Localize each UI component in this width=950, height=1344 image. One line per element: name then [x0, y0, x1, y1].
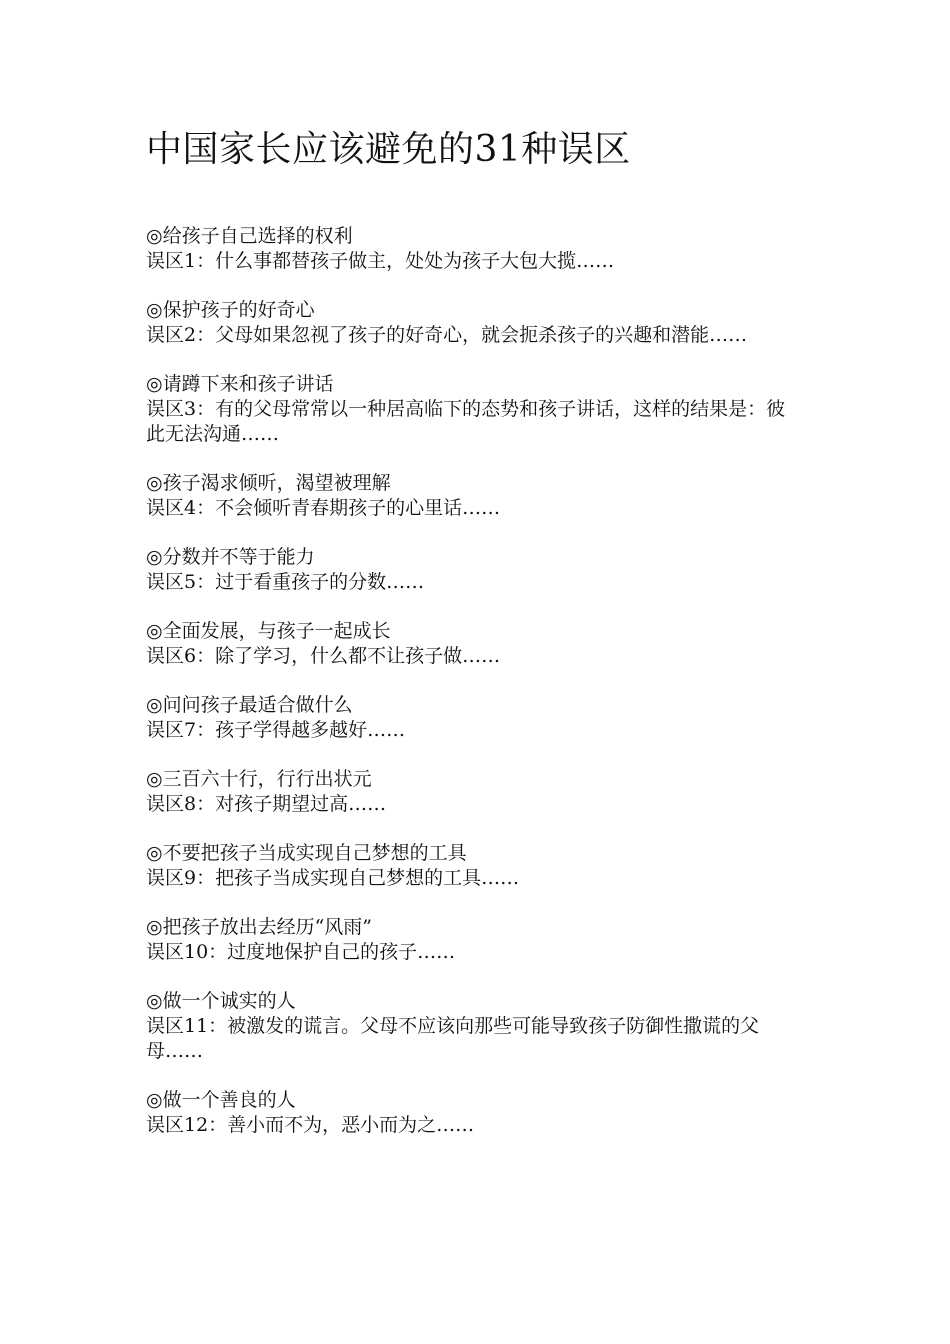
section-heading: ◎孩子渴求倾听，渴望被理解 [146, 472, 391, 494]
page-title: 中国家长应该避免的31种误区 [146, 129, 631, 170]
section-body: 误区1：什么事都替孩子做主，处处为孩子大包大揽…… [146, 250, 615, 272]
section-heading: ◎全面发展，与孩子一起成长 [146, 620, 391, 642]
section-body: 误区5：过于看重孩子的分数…… [146, 571, 425, 593]
section-body: 误区4：不会倾听青春期孩子的心里话…… [146, 497, 501, 519]
section-heading: ◎问问孩子最适合做什么 [146, 694, 353, 716]
section-9 [146, 841, 806, 891]
section-11 [146, 989, 806, 1064]
section-heading: ◎分数并不等于能力 [146, 546, 315, 568]
section-8 [146, 767, 806, 817]
section-1 [146, 224, 806, 274]
section-body: 误区3：有的父母常常以一种居高临下的态势和孩子讲话，这样的结果是：彼此无法沟通…… [146, 398, 786, 445]
section-5 [146, 545, 806, 595]
section-body: 误区6：除了学习，什么都不让孩子做…… [146, 645, 501, 667]
section-10 [146, 915, 806, 965]
section-body: 误区2：父母如果忽视了孩子的好奇心，就会扼杀孩子的兴趣和潜能…… [146, 324, 748, 346]
section-heading: ◎不要把孩子当成实现自己梦想的工具 [146, 842, 467, 864]
section-heading: ◎保护孩子的好奇心 [146, 299, 315, 321]
section-heading: ◎做一个善良的人 [146, 1089, 296, 1111]
section-heading: ◎给孩子自己选择的权利 [146, 225, 353, 247]
section-heading: ◎请蹲下来和孩子讲话 [146, 373, 334, 395]
section-4 [146, 471, 806, 521]
section-body: 误区7：孩子学得越多越好…… [146, 719, 406, 741]
section-body: 误区8：对孩子期望过高…… [146, 793, 387, 815]
section-12 [146, 1088, 806, 1138]
section-body: 误区12：善小而不为，恶小而为之…… [146, 1114, 475, 1136]
section-heading: ◎把孩子放出去经历“风雨” [146, 916, 373, 938]
section-7 [146, 693, 806, 743]
section-heading: ◎做一个诚实的人 [146, 990, 296, 1012]
section-2 [146, 298, 806, 348]
section-3 [146, 372, 806, 447]
sections-list [146, 224, 806, 1162]
section-body: 误区9：把孩子当成实现自己梦想的工具…… [146, 867, 520, 889]
section-6 [146, 619, 806, 669]
section-heading: ◎三百六十行，行行出状元 [146, 768, 372, 790]
section-body: 误区10：过度地保护自己的孩子…… [146, 941, 456, 963]
section-body: 误区11：被激发的谎言。父母不应该向那些可能导致孩子防御性撒谎的父母…… [146, 1015, 760, 1062]
